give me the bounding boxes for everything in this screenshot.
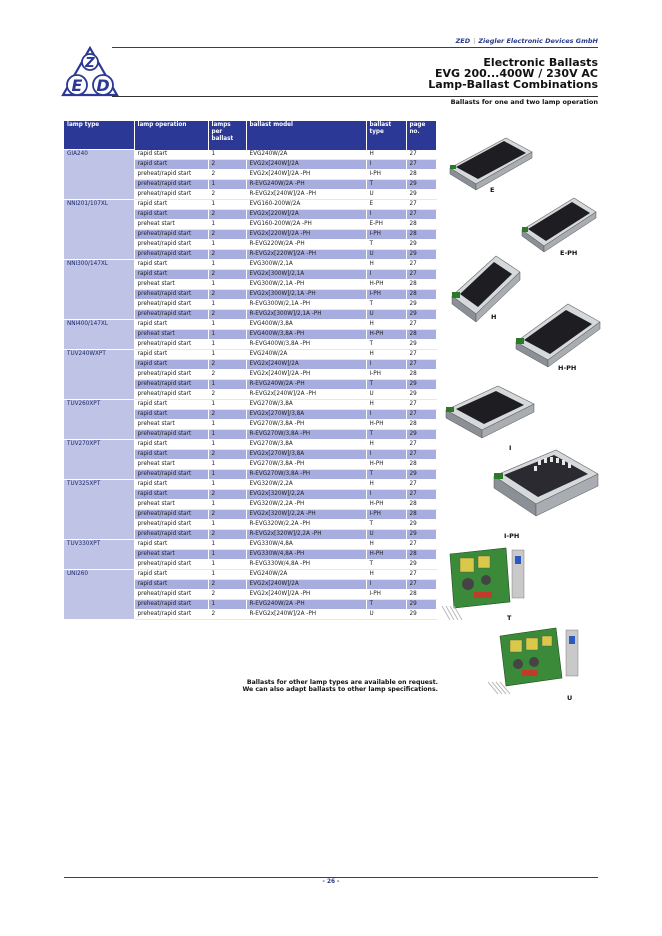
cell-type: H	[366, 399, 406, 409]
ballast-image-e	[446, 132, 536, 194]
ballast-image-i	[442, 382, 538, 444]
cell-lamps: 1	[208, 339, 246, 349]
cell-lamps: 1	[208, 279, 246, 289]
cell-type: I-PH	[366, 589, 406, 599]
cell-type: T	[366, 559, 406, 569]
cell-type: H	[366, 439, 406, 449]
lamp-type-cell: GIA240	[64, 150, 134, 200]
table-row	[64, 259, 436, 269]
cell-model: R-EVG2x[320W]/2,2A -PH	[246, 529, 366, 539]
cell-lamps: 2	[208, 579, 246, 589]
cell-page: 27	[406, 579, 436, 589]
cell-type: I-PH	[366, 369, 406, 379]
lamp-type-cell: TUV260XPT	[64, 399, 134, 439]
lamp-type-cell: TUV240WXPT	[64, 349, 134, 399]
cell-operation: rapid start	[134, 439, 208, 449]
cell-lamps: 2	[208, 449, 246, 459]
cell-model: R-EVG2x[240W]/2A -PH	[246, 189, 366, 199]
cell-type: I-PH	[366, 509, 406, 519]
cell-operation: preheat/rapid start	[134, 289, 208, 299]
cell-operation: rapid start	[134, 199, 208, 209]
cell-model: R-EVG400W/3,8A -PH	[246, 339, 366, 349]
table-body	[64, 150, 436, 620]
lamp-type-cell: NNI300/147XL	[64, 259, 134, 319]
cell-lamps: 2	[208, 359, 246, 369]
cell-type: E	[366, 199, 406, 209]
ballast-image-i-ph	[490, 446, 602, 530]
cell-lamps: 2	[208, 289, 246, 299]
cell-model: EVG240W/2A	[246, 569, 366, 579]
cell-type: T	[366, 599, 406, 609]
cell-operation: rapid start	[134, 319, 208, 329]
cell-operation: rapid start	[134, 150, 208, 160]
note-line-1: Ballasts for other lamp types are available on request.	[246, 679, 438, 686]
cell-type: I	[366, 359, 406, 369]
cell-page: 28	[406, 549, 436, 559]
header-ballast-type: ballast type	[366, 121, 406, 150]
cell-lamps: 2	[208, 609, 246, 619]
cell-operation: rapid start	[134, 349, 208, 359]
ballast-image-h-ph	[512, 296, 604, 370]
table-row	[64, 439, 436, 449]
cell-model: R-EVG220W/2A -PH	[246, 239, 366, 249]
cell-page: 29	[406, 189, 436, 199]
cell-operation: rapid start	[134, 539, 208, 549]
cell-page: 27	[406, 359, 436, 369]
cell-operation: preheat/rapid start	[134, 179, 208, 189]
cell-type: I-PH	[366, 289, 406, 299]
cell-lamps: 1	[208, 459, 246, 469]
lamp-type-cell: NNI400/147XL	[64, 319, 134, 349]
cell-model: R-EVG2x[300W]/2,1A -PH	[246, 309, 366, 319]
cell-model: R-EVG2x[240W]/2A -PH	[246, 609, 366, 619]
cell-operation: rapid start	[134, 579, 208, 589]
cell-operation: rapid start	[134, 409, 208, 419]
cell-lamps: 1	[208, 349, 246, 359]
header-lamp-operation: lamp operation	[134, 121, 208, 150]
cell-page: 29	[406, 179, 436, 189]
cell-lamps: 1	[208, 319, 246, 329]
cell-page: 27	[406, 259, 436, 269]
cell-page: 27	[406, 569, 436, 579]
cell-page: 28	[406, 329, 436, 339]
cell-page: 29	[406, 249, 436, 259]
cell-type: T	[366, 239, 406, 249]
cell-page: 28	[406, 499, 436, 509]
cell-page: 29	[406, 339, 436, 349]
cell-operation: preheat/rapid start	[134, 519, 208, 529]
cell-type: H	[366, 150, 406, 160]
ballast-image-u	[486, 626, 594, 696]
cell-lamps: 1	[208, 439, 246, 449]
cell-page: 29	[406, 519, 436, 529]
cell-page: 27	[406, 539, 436, 549]
cell-lamps: 1	[208, 419, 246, 429]
lamp-type-cell: NNI201/107XL	[64, 199, 134, 259]
cell-type: H-PH	[366, 329, 406, 339]
zed-logo	[60, 45, 120, 101]
cell-model: EVG2x[270W]/3,8A	[246, 409, 366, 419]
cell-type: H-PH	[366, 419, 406, 429]
cell-type: H-PH	[366, 549, 406, 559]
table-row	[64, 349, 436, 359]
cell-type: I	[366, 579, 406, 589]
ballast-label-i-ph: I-PH	[504, 532, 520, 540]
title-line-1: Electronic Ballasts	[483, 56, 598, 69]
cell-model: EVG160-200W/2A -PH	[246, 219, 366, 229]
cell-operation: preheat/rapid start	[134, 599, 208, 609]
cell-lamps: 2	[208, 209, 246, 219]
page-number: - 26 -	[322, 879, 340, 885]
cell-model: EVG330W/4,8A -PH	[246, 549, 366, 559]
cell-lamps: 1	[208, 469, 246, 479]
cell-page: 28	[406, 229, 436, 239]
table-row	[64, 199, 436, 209]
cell-lamps: 2	[208, 159, 246, 169]
title-line-3: Lamp-Ballast Combinations	[428, 78, 598, 91]
cell-operation: preheat/rapid start	[134, 309, 208, 319]
cell-type: I	[366, 209, 406, 219]
cell-model: EVG2x[320W]/2,2A	[246, 489, 366, 499]
ballast-image-t	[440, 546, 540, 622]
cell-type: H	[366, 259, 406, 269]
cell-page: 27	[406, 489, 436, 499]
cell-lamps: 1	[208, 329, 246, 339]
cell-page: 29	[406, 389, 436, 399]
cell-page: 27	[406, 159, 436, 169]
cell-operation: preheat start	[134, 459, 208, 469]
cell-model: EVG2x[240W]/2A	[246, 579, 366, 589]
cell-lamps: 2	[208, 589, 246, 599]
cell-type: T	[366, 429, 406, 439]
cell-model: EVG160-200W/2A	[246, 199, 366, 209]
cell-operation: rapid start	[134, 569, 208, 579]
cell-type: U	[366, 529, 406, 539]
cell-lamps: 2	[208, 169, 246, 179]
ballast-label-e-ph: E-PH	[560, 249, 578, 257]
cell-model: EVG300W/2,1A -PH	[246, 279, 366, 289]
cell-operation: preheat/rapid start	[134, 369, 208, 379]
cell-page: 28	[406, 289, 436, 299]
cell-operation: preheat start	[134, 499, 208, 509]
cell-lamps: 2	[208, 489, 246, 499]
cell-model: R-EVG300W/2,1A -PH	[246, 299, 366, 309]
cell-lamps: 1	[208, 299, 246, 309]
cell-page: 27	[406, 399, 436, 409]
ballast-label-e: E	[490, 186, 495, 194]
table-row	[64, 479, 436, 489]
cell-lamps: 1	[208, 179, 246, 189]
cell-operation: preheat start	[134, 329, 208, 339]
cell-model: EVG240W/2A	[246, 150, 366, 160]
table-row	[64, 399, 436, 409]
cell-operation: preheat/rapid start	[134, 189, 208, 199]
cell-model: EVG2x[240W]/2A -PH	[246, 369, 366, 379]
ballast-label-u: U	[567, 694, 573, 702]
cell-type: T	[366, 179, 406, 189]
cell-lamps: 1	[208, 519, 246, 529]
cell-type: I	[366, 159, 406, 169]
cell-page: 27	[406, 479, 436, 489]
cell-lamps: 2	[208, 409, 246, 419]
cell-operation: rapid start	[134, 209, 208, 219]
cell-operation: rapid start	[134, 159, 208, 169]
cell-lamps: 1	[208, 219, 246, 229]
lamp-type-cell: UNI260	[64, 569, 134, 619]
cell-lamps: 2	[208, 309, 246, 319]
cell-model: R-EVG240W/2A -PH	[246, 179, 366, 189]
cell-model: EVG270W/3,8A	[246, 399, 366, 409]
cell-model: EVG240W/2A	[246, 349, 366, 359]
header-ballast-model: ballast model	[246, 121, 366, 150]
cell-type: H	[366, 539, 406, 549]
cell-lamps: 2	[208, 189, 246, 199]
cell-page: 29	[406, 239, 436, 249]
cell-lamps: 2	[208, 389, 246, 399]
cell-operation: preheat/rapid start	[134, 249, 208, 259]
cell-model: EVG270W/3,8A	[246, 439, 366, 449]
cell-operation: preheat/rapid start	[134, 429, 208, 439]
cell-page: 29	[406, 599, 436, 609]
cell-page: 27	[406, 439, 436, 449]
ballast-image-e-ph	[518, 190, 600, 256]
cell-lamps: 2	[208, 249, 246, 259]
cell-type: H	[366, 319, 406, 329]
company-header: ZED | Ziegler Electronic Devices GmbH	[455, 37, 598, 45]
cell-page: 27	[406, 269, 436, 279]
cell-model: R-EVG330W/4,8A -PH	[246, 559, 366, 569]
cell-lamps: 1	[208, 539, 246, 549]
cell-lamps: 1	[208, 559, 246, 569]
lamp-type-cell: TUV270XPT	[64, 439, 134, 479]
cell-operation: rapid start	[134, 399, 208, 409]
cell-model: EVG2x[240W]/2A -PH	[246, 589, 366, 599]
logo-letter-z: Z	[85, 56, 95, 71]
footer-rule	[64, 877, 598, 878]
cell-model: EVG400W/3,8A	[246, 319, 366, 329]
cell-model: EVG270W/3,8A -PH	[246, 419, 366, 429]
cell-type: T	[366, 299, 406, 309]
company-abbr: ZED	[455, 37, 471, 45]
header-lamp-type: lamp type	[64, 121, 134, 150]
cell-operation: preheat start	[134, 549, 208, 559]
ballast-label-i: I	[509, 444, 512, 452]
cell-type: U	[366, 189, 406, 199]
cell-type: I	[366, 409, 406, 419]
lamp-type-cell: TUV330XPT	[64, 539, 134, 569]
cell-model: R-EVG2x[220W]/2A -PH	[246, 249, 366, 259]
cell-lamps: 1	[208, 199, 246, 209]
cell-operation: rapid start	[134, 489, 208, 499]
cell-type: H-PH	[366, 279, 406, 289]
cell-model: EVG2x[240W]/2A -PH	[246, 169, 366, 179]
cell-model: EVG300W/2,1A	[246, 259, 366, 269]
table-row	[64, 319, 436, 329]
cell-lamps: 1	[208, 399, 246, 409]
logo-letter-d: D	[96, 76, 110, 95]
cell-type: H-PH	[366, 499, 406, 509]
availability-note	[200, 679, 438, 693]
cell-model: EVG2x[240W]/2A	[246, 159, 366, 169]
cell-type: I	[366, 449, 406, 459]
cell-model: EVG2x[320W]/2,2A -PH	[246, 509, 366, 519]
cell-operation: preheat/rapid start	[134, 229, 208, 239]
cell-operation: preheat/rapid start	[134, 609, 208, 619]
cell-page: 27	[406, 199, 436, 209]
cell-page: 29	[406, 429, 436, 439]
cell-operation: preheat/rapid start	[134, 589, 208, 599]
cell-model: R-EVG240W/2A -PH	[246, 599, 366, 609]
cell-operation: rapid start	[134, 479, 208, 489]
cell-model: EVG400W/3,8A -PH	[246, 329, 366, 339]
cell-lamps: 1	[208, 599, 246, 609]
page-subtitle: Ballasts for one and two lamp operation	[450, 98, 598, 106]
cell-page: 29	[406, 299, 436, 309]
cell-model: R-EVG270W/3,8A -PH	[246, 429, 366, 439]
cell-lamps: 2	[208, 529, 246, 539]
cell-type: T	[366, 519, 406, 529]
cell-operation: preheat/rapid start	[134, 299, 208, 309]
cell-lamps: 1	[208, 549, 246, 559]
cell-type: U	[366, 249, 406, 259]
cell-page: 29	[406, 379, 436, 389]
cell-model: EVG2x[240W]/2A	[246, 359, 366, 369]
cell-page: 28	[406, 169, 436, 179]
cell-operation: rapid start	[134, 359, 208, 369]
cell-operation: rapid start	[134, 259, 208, 269]
cell-page: 27	[406, 409, 436, 419]
cell-model: R-EVG2x[240W]/2A -PH	[246, 389, 366, 399]
cell-operation: preheat start	[134, 219, 208, 229]
lamp-type-cell: TUV325XPT	[64, 479, 134, 539]
cell-page: 27	[406, 150, 436, 160]
logo-letter-e: E	[71, 76, 83, 95]
cell-type: H	[366, 569, 406, 579]
cell-type: T	[366, 469, 406, 479]
cell-operation: rapid start	[134, 449, 208, 459]
cell-page: 29	[406, 559, 436, 569]
cell-model: EVG270W/3,8A -PH	[246, 459, 366, 469]
cell-operation: preheat/rapid start	[134, 239, 208, 249]
header-rule	[112, 47, 598, 48]
table-header-row	[64, 121, 436, 150]
cell-lamps: 2	[208, 369, 246, 379]
cell-lamps: 1	[208, 569, 246, 579]
cell-model: EVG330W/4,8A	[246, 539, 366, 549]
cell-page: 28	[406, 279, 436, 289]
cell-type: U	[366, 609, 406, 619]
company-name: Ziegler Electronic Devices GmbH	[478, 37, 598, 45]
cell-page: 27	[406, 349, 436, 359]
table-row	[64, 569, 436, 579]
table-row	[64, 539, 436, 549]
cell-type: U	[366, 389, 406, 399]
cell-type: U	[366, 309, 406, 319]
cell-page: 28	[406, 589, 436, 599]
ballast-label-h: H	[491, 313, 497, 321]
cell-operation: preheat start	[134, 419, 208, 429]
cell-type: I	[366, 489, 406, 499]
cell-page: 28	[406, 419, 436, 429]
cell-lamps: 2	[208, 509, 246, 519]
cell-model: EVG2x[220W]/2A	[246, 209, 366, 219]
ballast-label-t: T	[507, 614, 512, 622]
cell-operation: preheat/rapid start	[134, 339, 208, 349]
cell-page: 28	[406, 219, 436, 229]
cell-lamps: 1	[208, 239, 246, 249]
cell-operation: preheat start	[134, 279, 208, 289]
cell-model: R-EVG240W/2A -PH	[246, 379, 366, 389]
title-line-2: EVG 200...400W / 230V AC	[434, 67, 598, 80]
cell-page: 28	[406, 509, 436, 519]
cell-page: 29	[406, 469, 436, 479]
cell-model: R-EVG320W/2,2A -PH	[246, 519, 366, 529]
cell-operation: preheat/rapid start	[134, 509, 208, 519]
cell-model: EVG2x[270W]/3,8A	[246, 449, 366, 459]
cell-type: T	[366, 379, 406, 389]
cell-model: R-EVG270W/3,8A -PH	[246, 469, 366, 479]
cell-type: H	[366, 479, 406, 489]
cell-operation: rapid start	[134, 269, 208, 279]
cell-type: I-PH	[366, 169, 406, 179]
cell-operation: preheat/rapid start	[134, 379, 208, 389]
cell-page: 28	[406, 459, 436, 469]
cell-page: 28	[406, 369, 436, 379]
cell-operation: preheat/rapid start	[134, 469, 208, 479]
cell-lamps: 1	[208, 429, 246, 439]
cell-model: EVG2x[300W]/2,1A	[246, 269, 366, 279]
cell-lamps: 1	[208, 499, 246, 509]
title-rule	[112, 96, 598, 97]
lamp-ballast-table	[64, 121, 437, 620]
cell-type: H	[366, 349, 406, 359]
header-lamps-per-ballast: lamps per ballast	[208, 121, 246, 150]
header-page-no: page no.	[406, 121, 436, 150]
cell-type: I	[366, 269, 406, 279]
cell-lamps: 2	[208, 229, 246, 239]
note-line-2: We can also adapt ballasts to other lamp specifications.	[242, 686, 438, 693]
cell-model: EVG2x[300W]/2,1A -PH	[246, 289, 366, 299]
cell-operation: preheat/rapid start	[134, 169, 208, 179]
cell-lamps: 1	[208, 259, 246, 269]
page-title	[428, 57, 598, 90]
table-row	[64, 150, 436, 160]
cell-type: E-PH	[366, 219, 406, 229]
cell-lamps: 2	[208, 269, 246, 279]
cell-operation: preheat/rapid start	[134, 559, 208, 569]
cell-model: EVG320W/2,2A	[246, 479, 366, 489]
cell-type: H-PH	[366, 459, 406, 469]
cell-lamps: 1	[208, 379, 246, 389]
ballast-label-h-ph: H-PH	[558, 364, 577, 372]
cell-type: I-PH	[366, 229, 406, 239]
cell-page: 27	[406, 449, 436, 459]
cell-page: 27	[406, 319, 436, 329]
cell-operation: preheat/rapid start	[134, 389, 208, 399]
cell-model: EVG2x[220W]/2A -PH	[246, 229, 366, 239]
cell-page: 29	[406, 609, 436, 619]
cell-type: T	[366, 339, 406, 349]
cell-page: 27	[406, 209, 436, 219]
cell-lamps: 1	[208, 150, 246, 160]
cell-operation: preheat/rapid start	[134, 529, 208, 539]
cell-page: 29	[406, 309, 436, 319]
cell-page: 29	[406, 529, 436, 539]
cell-model: EVG320W/2,2A -PH	[246, 499, 366, 509]
cell-lamps: 1	[208, 479, 246, 489]
